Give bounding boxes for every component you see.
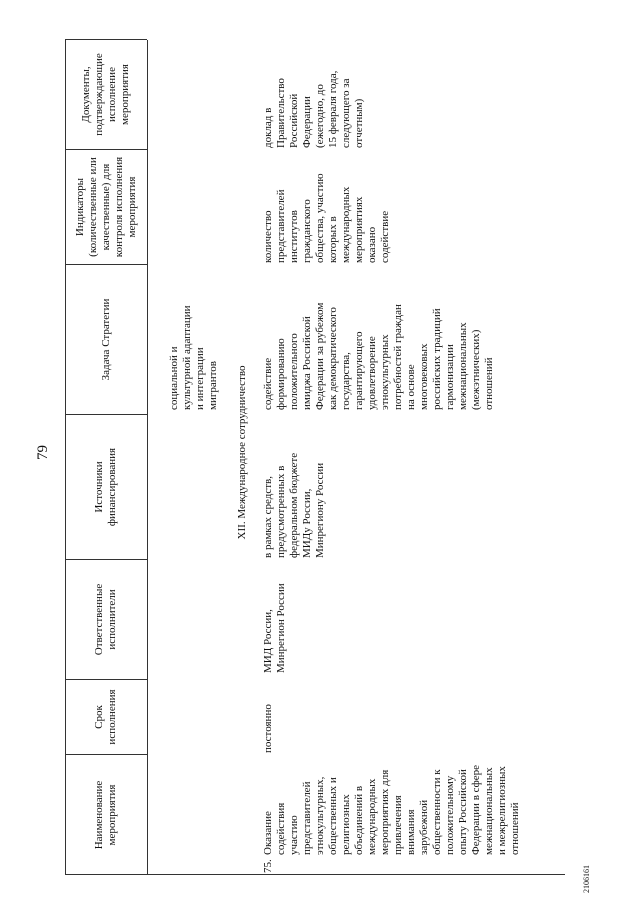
row-number: 75. xyxy=(262,859,274,873)
column-divider xyxy=(65,414,147,415)
continuation-task: социальной и культурной адаптации и интеграции мигрантов xyxy=(168,305,219,410)
page-number: 79 xyxy=(35,445,51,460)
header-task: Задача Стратегии xyxy=(99,298,112,381)
column-divider xyxy=(65,679,147,680)
row-documents: доклад в Правительство Российской Федерации (ежегодно, до 15 февраля года, следующего за отчетным) xyxy=(262,70,365,148)
header-responsible: Ответственные исполнители xyxy=(93,583,118,656)
header-term: Срок исполнения xyxy=(93,689,118,745)
table-border-right xyxy=(65,39,147,40)
table-border-left xyxy=(65,874,565,875)
row-financing: в рамках средств, предусмотренных в федеральном бюджете МИДу России, Минрегиону России xyxy=(262,452,326,558)
header-bottom-line xyxy=(147,40,148,875)
header-indicators: Индикаторы (количественные или качественные) для контроля исполнения мероприятия xyxy=(73,156,138,258)
row-responsible: МИД России, Минрегион России xyxy=(262,583,287,673)
header-financing: Источники финансирования xyxy=(93,447,118,527)
column-divider xyxy=(65,754,147,755)
column-divider xyxy=(65,149,147,150)
row-term: постоянно xyxy=(262,704,274,753)
column-divider xyxy=(65,264,147,265)
row-task: содействие формированию положительного имиджа Российской Федерации за рубежом как демократического государства, гарантирующего удовлетворение этнокультурных потребностей граждан на основе многовековых российских традиций гармонизации межнациональных (межэтнических) отношений xyxy=(262,302,495,410)
row-indicators: количество представителей институтов гражданского общества, участию которых в международных мероприятиях оказано содействие xyxy=(262,173,391,263)
row-name: Оказание содействия участию представителей этнокультурных, общественных и религиозных объединений в международных мероприятиях для привлечения внимания зарубежной общественности к положительному опыту Российской Федерации в сфере межнациональных и межрелигиозных отношений xyxy=(262,764,521,855)
header-documents: Документы, подтверждающие исполнение мероприятия xyxy=(80,53,131,136)
section-title: XII. Международное сотрудничество xyxy=(236,365,248,540)
column-divider xyxy=(65,559,147,560)
header-name: Наименование мероприятия xyxy=(93,780,118,850)
footer-code: 2106161 xyxy=(582,865,591,893)
